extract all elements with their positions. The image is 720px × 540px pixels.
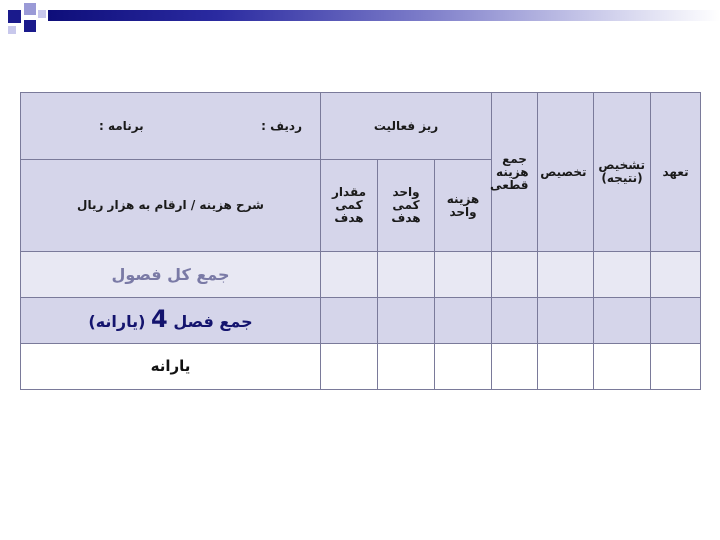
table-cell bbox=[538, 298, 594, 344]
table-cell bbox=[435, 298, 492, 344]
table-cell bbox=[538, 252, 594, 298]
table-cell bbox=[492, 344, 538, 390]
table-cell bbox=[594, 252, 651, 298]
table-cell bbox=[651, 298, 701, 344]
table-cell bbox=[492, 298, 538, 344]
header-hazine-vahed bbox=[435, 160, 492, 252]
row-label-cell bbox=[21, 252, 321, 298]
header-radif-label: ردیف : bbox=[261, 118, 302, 133]
header-takhsis-label: تخصیص bbox=[540, 164, 587, 179]
table-cell bbox=[594, 298, 651, 344]
budget-table bbox=[20, 92, 701, 390]
table-cell bbox=[378, 298, 435, 344]
header-vahed-kammi-label: واحد کمی هدف bbox=[391, 185, 421, 225]
table-cell bbox=[594, 344, 651, 390]
header-meghdar-kammi bbox=[321, 160, 378, 252]
row-label-jam-fasl-prefix: جمع فصل bbox=[173, 312, 253, 331]
table-cell bbox=[435, 344, 492, 390]
row-label-jam-fasl-number: 4 bbox=[151, 305, 168, 333]
table-cell bbox=[378, 252, 435, 298]
header-vahed-kammi bbox=[378, 160, 435, 252]
header-takhsis bbox=[538, 93, 594, 252]
header-program-row bbox=[21, 93, 321, 160]
row-label-cell bbox=[21, 344, 321, 390]
header-hazine-vahed-label: هزینه واحد bbox=[446, 191, 480, 219]
header-jam-hazine bbox=[492, 93, 538, 252]
table-cell bbox=[651, 252, 701, 298]
header-jam-hazine-label: جمع هزینه قطعی bbox=[490, 151, 529, 192]
table-cell bbox=[538, 344, 594, 390]
decor-square bbox=[8, 10, 21, 23]
table-cell bbox=[321, 252, 378, 298]
table-cell bbox=[321, 298, 378, 344]
header-sharh bbox=[21, 160, 321, 252]
row-label-yaraneh: یارانه bbox=[150, 356, 191, 375]
row-label-cell bbox=[21, 298, 321, 344]
table-cell bbox=[492, 252, 538, 298]
table-row bbox=[21, 344, 701, 390]
header-meghdar-kammi-label: مقدار کمی هدف bbox=[331, 185, 367, 225]
row-label-jam-kol: جمع کل فصول bbox=[111, 264, 230, 284]
header-barnameh-label: برنامه : bbox=[99, 118, 144, 133]
header-tashkhis bbox=[594, 93, 651, 252]
header-tashkhis-label: تشخیص (نتیجه) bbox=[598, 158, 646, 185]
header-taahod-label: تعهد bbox=[662, 164, 689, 179]
table-cell bbox=[435, 252, 492, 298]
table-cell bbox=[321, 344, 378, 390]
decor-square bbox=[24, 3, 36, 15]
table-cell bbox=[378, 344, 435, 390]
row-label-jam-fasl-suffix: (یارانه) bbox=[88, 312, 146, 331]
table-cell bbox=[651, 344, 701, 390]
title-gradient-bar bbox=[48, 10, 720, 21]
header-riz-faaliat bbox=[321, 93, 492, 160]
decor-square bbox=[38, 10, 46, 18]
header-riz-faaliat-label: ریز فعالیت bbox=[373, 118, 439, 133]
table-row bbox=[21, 252, 701, 298]
table-row bbox=[21, 298, 701, 344]
header-sharh-label: شرح هزینه / ارقام به هزار ریال bbox=[77, 198, 264, 212]
row-label-jam-fasl bbox=[88, 305, 253, 333]
decor-square bbox=[8, 26, 16, 34]
header-taahod bbox=[651, 93, 701, 252]
decor-square bbox=[24, 20, 36, 32]
